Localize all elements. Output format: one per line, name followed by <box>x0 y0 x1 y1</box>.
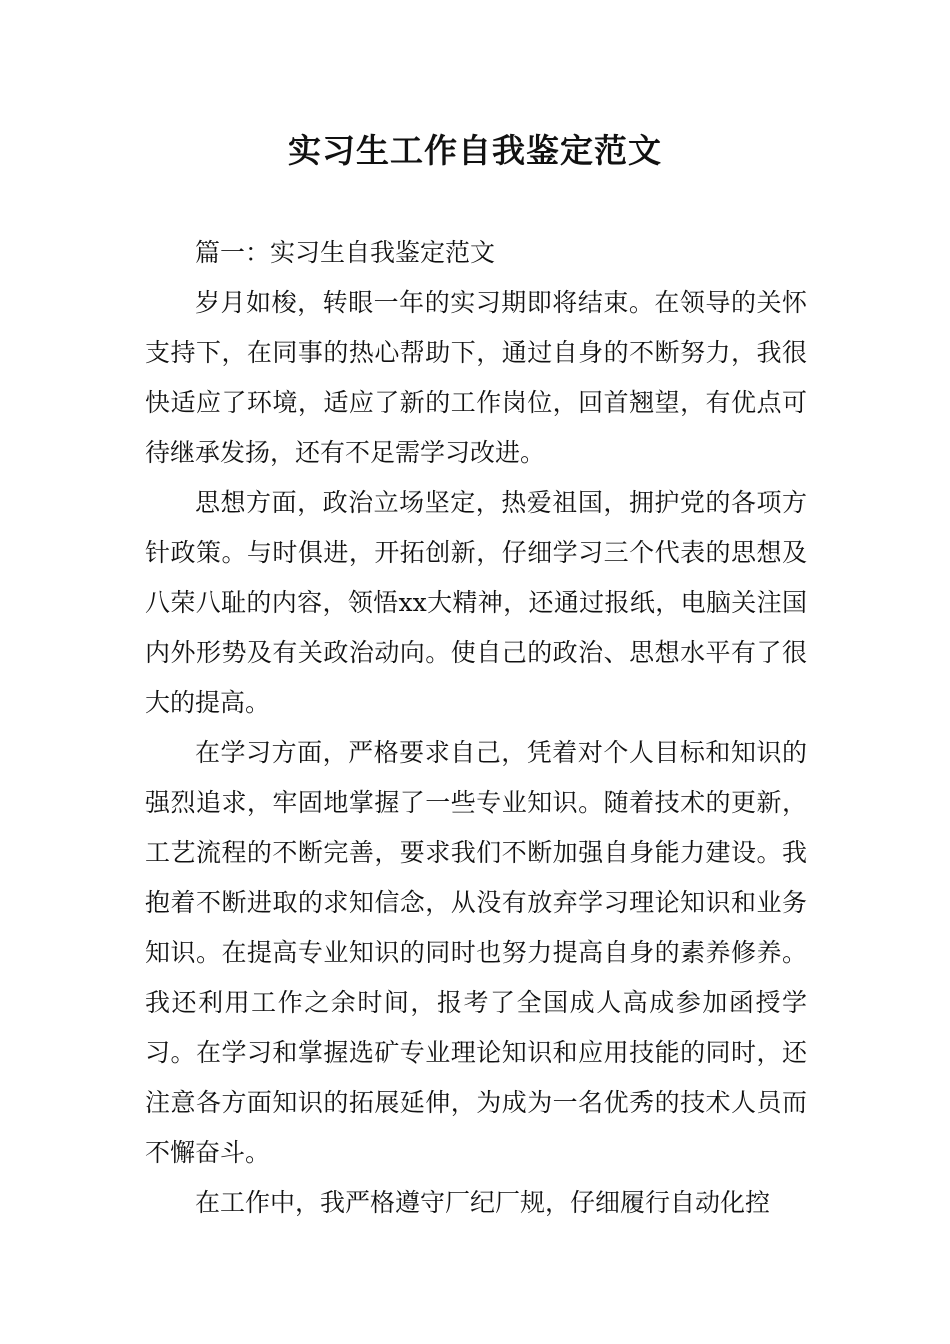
section-heading: 篇一：实习生自我鉴定范文 <box>195 238 496 267</box>
paragraph-study: 在学习方面，严格要求自己，凭着对个人目标和知识的强烈追求，牢固地掌握了一些专业知识。随着技术的更新，工艺流程的不断完善，要求我们不断加强自身能力建设。我抱着不断进取的求知信念，从没有放弃学习理论知识和业务知识。在提高专业知识的同时也努力提高自身的素养修养。我还利用工作之余时间，报考了全国成人高成参加函授学习。在学习和掌握选矿专业理论知识和应用技能的同时，还注意各方面知识的拓展延伸，为成为一名优秀的技术人员而不懈奋斗。 <box>145 738 807 1167</box>
paragraph-thought: 思想方面，政治立场坚定，热爱祖国，拥护党的各项方针政策。与时俱进，开拓创新，仔细学习三个代表的思想及八荣八耻的内容，领悟xx大精神，还通过报纸，电脑关注国内外形势及有关政治动向。使自己的政治、思想水平有了很大的提高。 <box>145 488 807 717</box>
document-title: 实习生工作自我鉴定范文 <box>288 131 662 170</box>
document-body <box>145 228 807 1228</box>
paragraph-work: 在工作中，我严格遵守厂纪厂规，仔细履行自动化控 <box>195 1188 771 1217</box>
paragraph-intro: 岁月如梭，转眼一年的实习期即将结束。在领导的关怀支持下，在同事的热心帮助下，通过自身的不断努力，我很快适应了环境，适应了新的工作岗位，回首翘望，有优点可待继承发扬，还有不足需学习改进。 <box>145 288 807 467</box>
